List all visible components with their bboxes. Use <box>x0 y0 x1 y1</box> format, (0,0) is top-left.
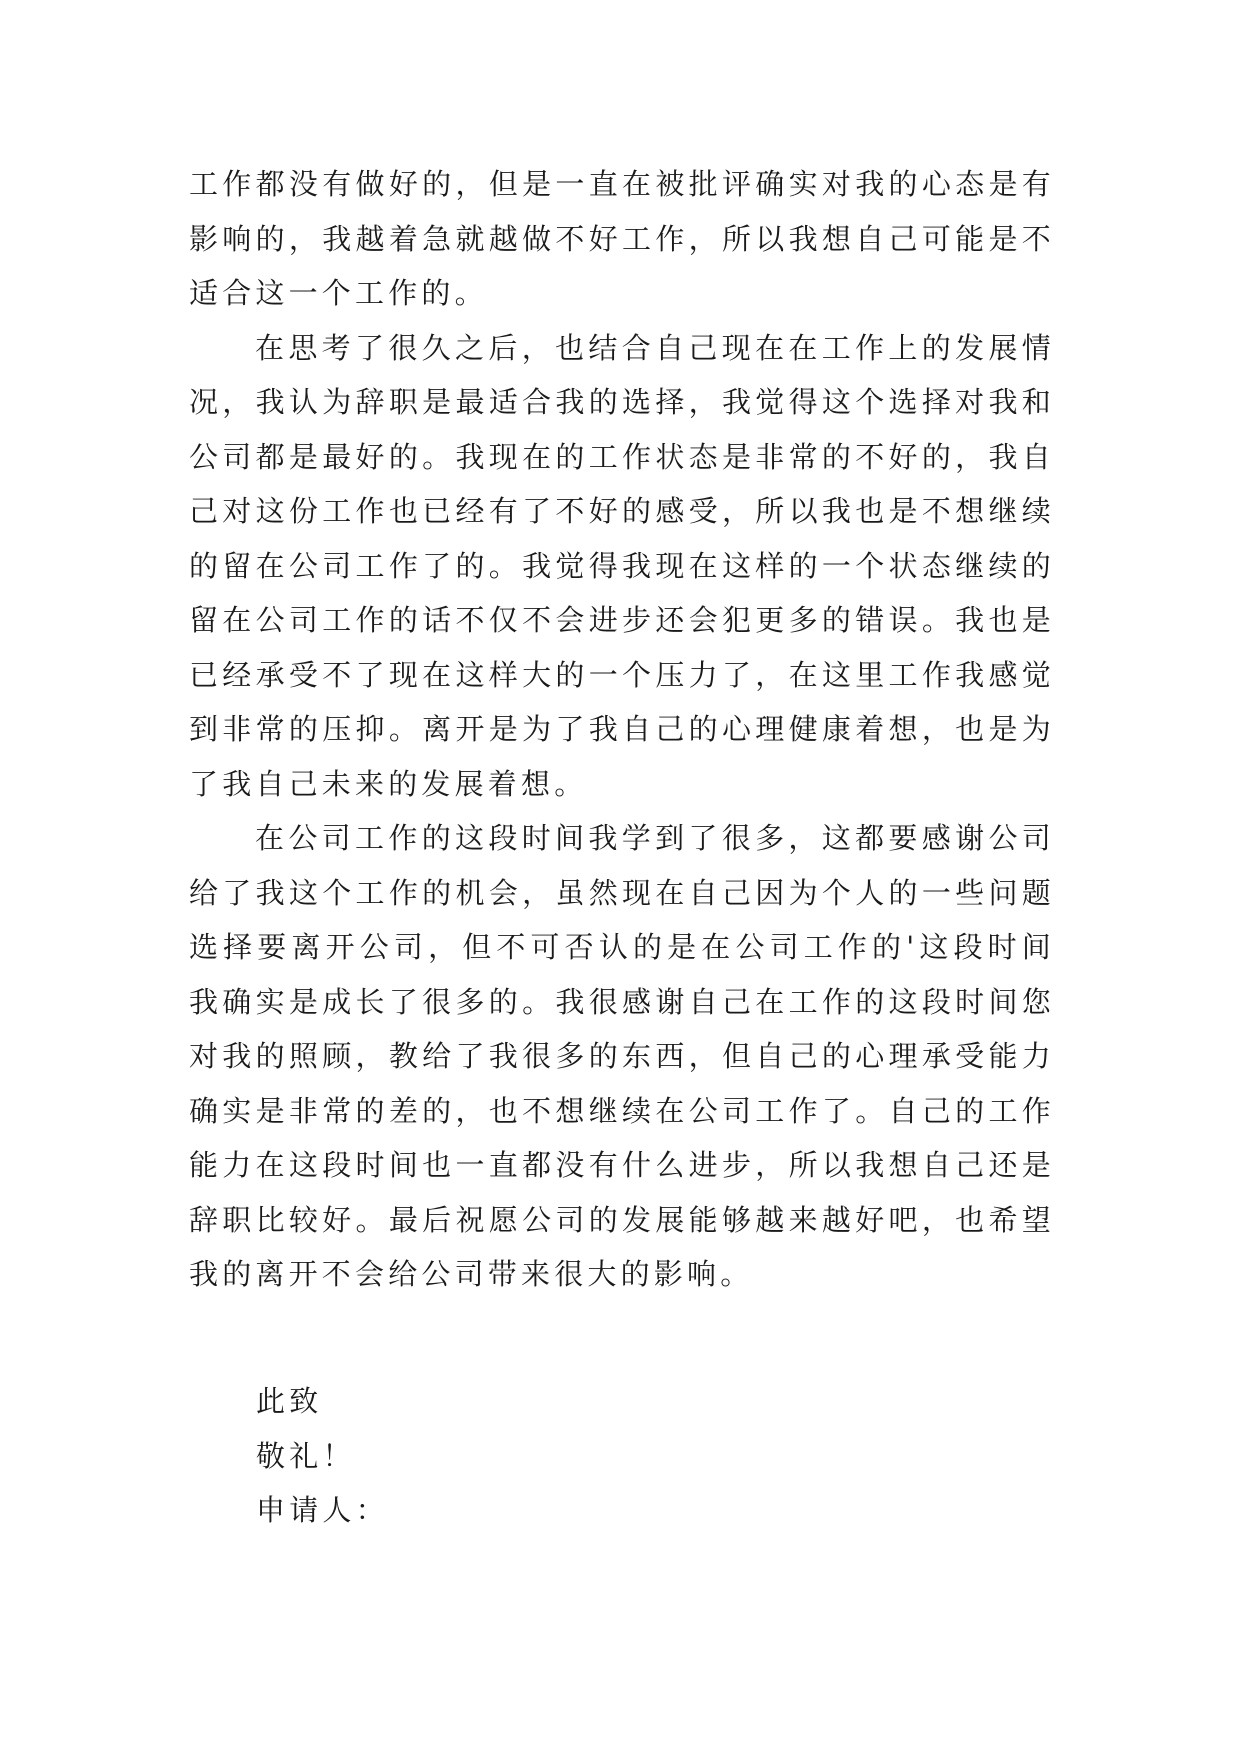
letter-closing <box>256 1374 389 1538</box>
closing-regards: 敬礼！ <box>256 1438 356 1473</box>
paragraph-decision: 在思考了很久之后，也结合自己现在在工作上的发展情况，我认为辞职是最适合我的选择，我觉得这个选择对我和公司都是最好的。我现在的工作状态是非常的不好的，我自己对这份工作也已经有了不好的感受，所以我也是不想继续的留在公司工作了的。我觉得我现在这样的一个状态继续的留在公司工作的话不仅不会进步还会犯更多的错误。我也是已经承受不了现在这样大的一个压力了，在这里工作我感觉到非常的压抑。离开是为了我自己的心理健康着想，也是为了我自己未来的发展着想。 <box>189 330 1055 801</box>
applicant-label: 申请人： <box>256 1493 389 1527</box>
letter-body <box>189 157 1055 1302</box>
paragraph-continuation: 工作都没有做好的，但是一直在被批评确实对我的心态是有影响的，我越着急就越做不好工作，所以我想自己可能是不适合这一个工作的。 <box>189 167 1055 310</box>
closing-salutation: 此致 <box>256 1384 323 1418</box>
paragraph-gratitude: 在公司工作的这段时间我学到了很多，这都要感谢公司给了我这个工作的机会，虽然现在自己因为个人的一些问题选择要离开公司，但不可否认的是在公司工作的'这段时间我确实是成长了很多的。我很感谢自己在工作的这段时间您对我的照顾，教给了我很多的东西，但自己的心理承受能力确实是非常的差的，也不想继续在公司工作了。自己的工作能力在这段时间也一直都没有什么进步，所以我想自己还是辞职比较好。最后祝愿公司的发展能够越来越好吧，也希望我的离开不会给公司带来很大的影响。 <box>189 821 1055 1291</box>
